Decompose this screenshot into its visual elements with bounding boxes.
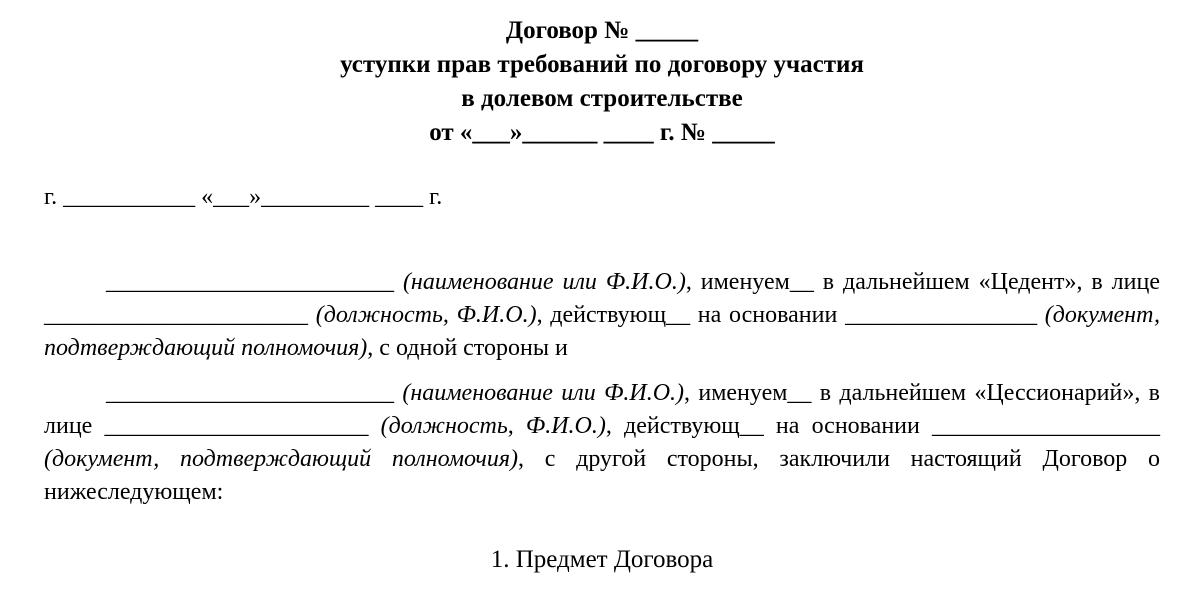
- title-subject-cont: в долевом строительстве: [461, 85, 743, 112]
- cessionary-doc-blank: ___________________: [932, 413, 1161, 439]
- cedent-name-blank: ________________________: [106, 269, 394, 295]
- cedent-doc-note: (документ, подтверждающий полномочия): [44, 302, 1161, 361]
- cessionary-text-b: , действующ__ на основании: [605, 413, 933, 439]
- party-cessionary-paragraph: [44, 377, 1160, 509]
- cessionary-rep-blank: ______________________: [104, 413, 369, 439]
- cessionary-text-a: , именуем__ в дальнейшем «Цессионарий», в лице: [44, 380, 1160, 439]
- cessionary-name-note: (наименование или Ф.И.О.): [402, 380, 685, 406]
- cedent-rep-note: (должность, Ф.И.О.): [315, 302, 537, 328]
- section-1-heading: 1. Предмет Договора: [490, 546, 714, 573]
- cessionary-doc-note: (документ, подтверждающий полномочия): [44, 446, 518, 472]
- cedent-doc-blank: ________________: [845, 302, 1038, 328]
- cessionary-rep-note: (должность, Ф.И.О.): [380, 413, 606, 439]
- title-contract-number: Договор № _____: [505, 17, 699, 44]
- title-date-number: от «___»______ ____ г. № _____: [429, 119, 775, 146]
- party-cedent-paragraph: [44, 266, 1160, 365]
- cedent-name-note: (наименование или Ф.И.О.): [402, 269, 686, 295]
- cedent-text-b: , действующ__ на основании: [536, 302, 846, 328]
- cedent-text-c: , с одной стороны и: [367, 335, 568, 361]
- title-subject: уступки прав требований по договору участия: [340, 51, 864, 78]
- contract-document: [44, 14, 1160, 575]
- cedent-text-a: , именуем__ в дальнейшем «Цедент», в лице: [685, 269, 1160, 295]
- contract-title: [44, 14, 1160, 150]
- cedent-rep-blank: ______________________: [44, 302, 308, 328]
- cessionary-text-c: , с другой стороны, заключили настоящий Договор о нижеследующем:: [44, 446, 1160, 505]
- cessionary-name-blank: ________________________: [106, 380, 394, 406]
- place-and-date: г. ___________ «___»_________ ____ г.: [44, 184, 443, 210]
